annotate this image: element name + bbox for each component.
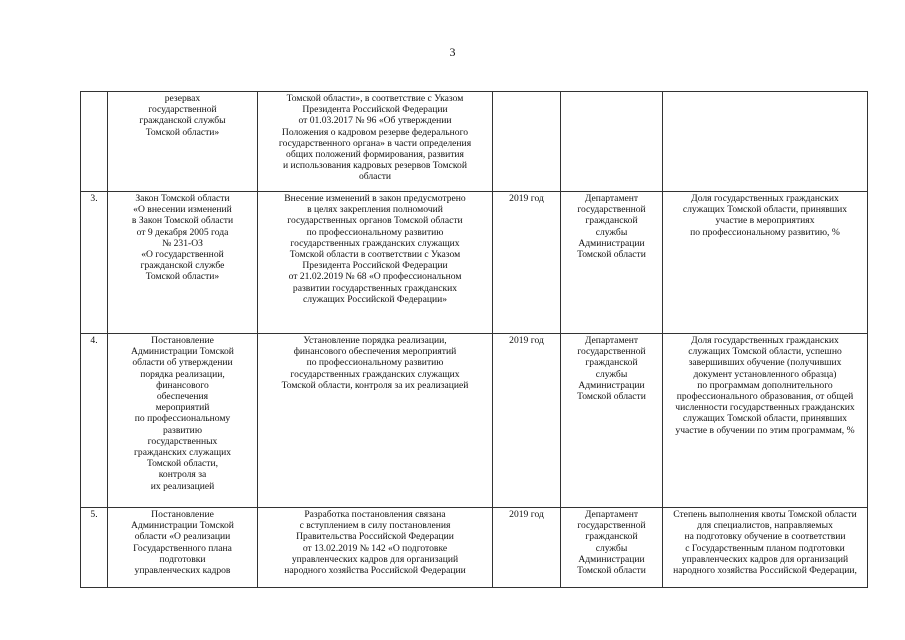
row-number-cell: 4. <box>81 334 108 508</box>
page-number: 3 <box>449 45 456 59</box>
indicator-cell <box>663 92 868 192</box>
table-row <box>81 192 868 334</box>
content-cell: Установление порядка реализации, финансового обеспечения мероприятий по профессиональному развитию государственных гражданских служащих Томской области, контроля за их реализацией <box>258 334 493 508</box>
document-name-cell: Постановление Администрации Томской области об утверждении порядка реализации, финансового обеспечения мероприятий по профессиональному развитию государственных гражданских служащих Томской области, контроля за их реализацией <box>108 334 258 508</box>
content-cell: Томской области», в соответствие с Указом Президента Российской Федерации от 01.03.2017 № 96 «Об утверждении Положения о кадровом резерве федерального государственного органа» в части определения общих положений формирования, развития и использования кадровых резервов Томской области <box>258 92 493 192</box>
term-cell: 2019 год <box>493 508 561 588</box>
row-number-cell: 3. <box>81 192 108 334</box>
executor-cell: Департамент государственной гражданской службы Администрации Томской области <box>561 508 663 588</box>
executor-cell: Департамент государственной гражданской службы Администрации Томской области <box>561 192 663 334</box>
document-name-cell: резервах государственной гражданской службы Томской области» <box>108 92 258 192</box>
term-cell: 2019 год <box>493 192 561 334</box>
document-name-cell: Закон Томской области «О внесении изменений в Закон Томской области от 9 декабря 2005 года № 231-ОЗ «О государственной гражданской службе Томской области» <box>108 192 258 334</box>
indicator-cell: Степень выполнения квоты Томской области для специалистов, направляемых на подготовку обучение в соответствии с Государственным планом подготовки управленческих кадров для организаций народного хозяйства Российской Федерации, <box>663 508 868 588</box>
term-cell: 2019 год <box>493 334 561 508</box>
document-name-cell: Постановление Администрации Томской области «О реализации Государственного плана подготовки управленческих кадров <box>108 508 258 588</box>
table-row <box>81 92 868 192</box>
document-table <box>80 91 868 588</box>
indicator-cell: Доля государственных гражданских служащих Томской области, принявших участие в мероприятиях по профессиональному развитию, % <box>663 192 868 334</box>
indicator-cell: Доля государственных гражданских служащих Томской области, успешно завершивших обучение (получивших документ установленного образца) по программам дополнительного профессионального образования, от общей численности государственных гражданских служащих Томской области, принявших участие в обучении по этим программам, % <box>663 334 868 508</box>
executor-cell: Департамент государственной гражданской службы Администрации Томской области <box>561 334 663 508</box>
content-cell: Внесение изменений в закон предусмотрено в целях закрепления полномочий государственных органов Томской области по профессиональному развитию государственных гражданских служащих Томской области в соответствии с Указом Президента Российской Федерации от 21.02.2019 № 68 «О профессиональном развитии государственных гражданских служащих Российской Федерации» <box>258 192 493 334</box>
row-number-cell <box>81 92 108 192</box>
row-number-cell: 5. <box>81 508 108 588</box>
executor-cell <box>561 92 663 192</box>
term-cell <box>493 92 561 192</box>
table-row <box>81 508 868 588</box>
content-cell: Разработка постановления связана с вступлением в силу постановления Правительства Российской Федерации от 13.02.2019 № 142 «О подготовке управленческих кадров для организаций народного хозяйства Российской Федерации <box>258 508 493 588</box>
table-row <box>81 334 868 508</box>
